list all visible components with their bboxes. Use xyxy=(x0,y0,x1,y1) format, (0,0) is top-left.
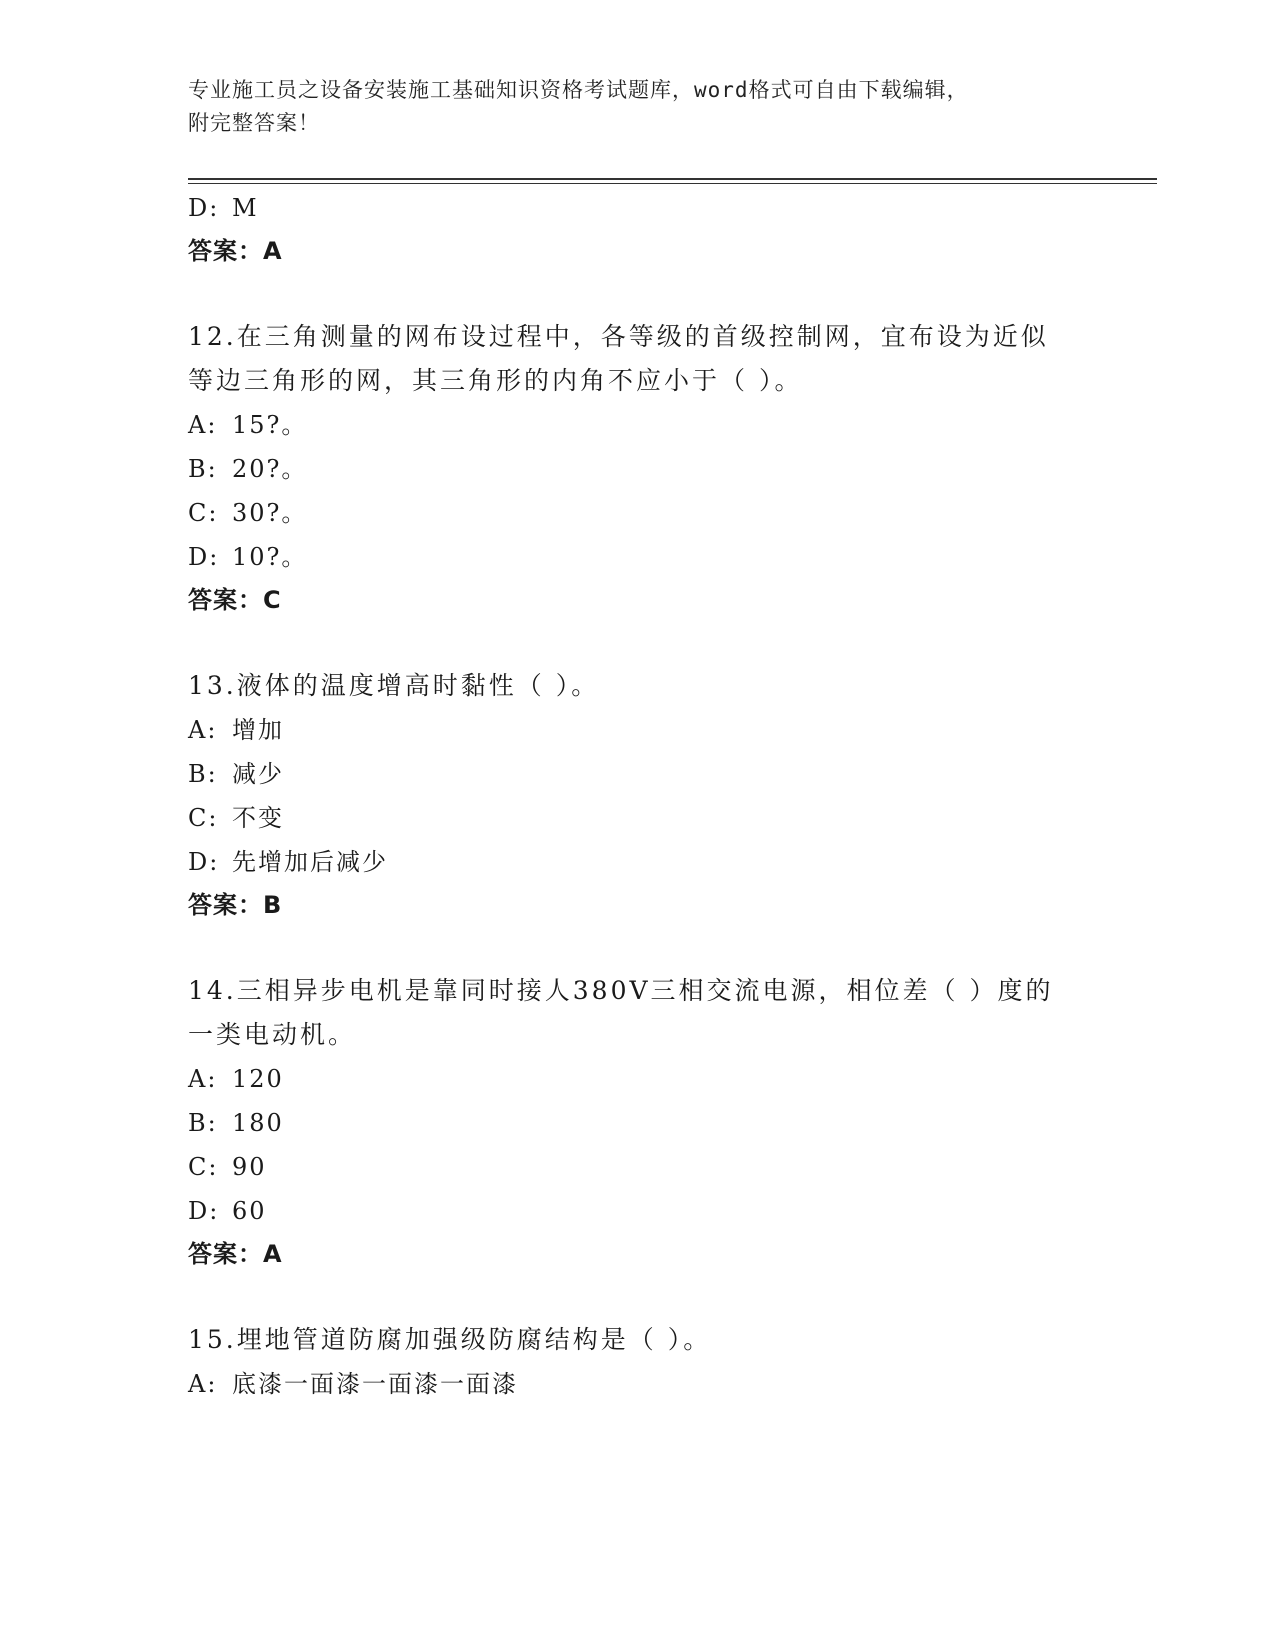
option-line xyxy=(188,759,284,789)
question-stem-line: 等边三角形的网，其三角形的内角不应小于（ ）。 xyxy=(188,366,803,395)
option-label: D: xyxy=(188,1197,220,1225)
header-divider-thin xyxy=(188,183,1157,184)
option-line xyxy=(188,1369,518,1399)
header-divider xyxy=(188,178,1157,180)
option-text: 10?。 xyxy=(232,543,308,571)
answer-line: 答案：B xyxy=(188,891,283,919)
option-text: 180 xyxy=(232,1109,284,1137)
option-label: D: xyxy=(188,543,220,571)
option-line xyxy=(188,715,284,745)
answer-line: 答案：C xyxy=(188,586,282,614)
option-label: A: xyxy=(188,411,218,439)
option-line xyxy=(188,1152,267,1182)
option-label: B: xyxy=(188,1109,218,1137)
option-label: D: xyxy=(188,194,220,222)
question-stem-line: 15.埋地管道防腐加强级防腐结构是（ ）。 xyxy=(188,1325,712,1354)
option-label: A: xyxy=(188,1370,218,1398)
option-label: C: xyxy=(188,1153,219,1181)
option-line xyxy=(188,410,307,440)
option-line xyxy=(188,847,388,877)
option-line xyxy=(188,1108,284,1138)
option-text: 增加 xyxy=(232,716,284,744)
option-line xyxy=(188,542,307,572)
header-line-1: 专业施工员之设备安装施工基础知识资格考试题库，word格式可自由下载编辑， xyxy=(188,78,969,102)
question-stem-line: 一类电动机。 xyxy=(188,1020,357,1049)
option-label: C: xyxy=(188,499,219,527)
option-text: 15?。 xyxy=(232,411,308,439)
header-line-2: 附完整答案！ xyxy=(188,111,320,135)
option-text: 先增加后减少 xyxy=(232,848,388,876)
option-line xyxy=(188,1064,284,1094)
option-label: A: xyxy=(188,716,218,744)
option-line xyxy=(188,193,259,223)
question-stem-line: 13.液体的温度增高时黏性（ ）。 xyxy=(188,671,600,700)
option-text: 底漆一面漆一面漆一面漆 xyxy=(232,1370,518,1398)
option-label: A: xyxy=(188,1065,218,1093)
option-label: D: xyxy=(188,848,220,876)
option-label: B: xyxy=(188,760,218,788)
option-text: 不变 xyxy=(232,804,284,832)
option-line xyxy=(188,454,307,484)
option-text: 90 xyxy=(232,1153,267,1181)
option-label: B: xyxy=(188,455,218,483)
answer-line: 答案：A xyxy=(188,237,283,265)
option-text: M xyxy=(232,194,259,222)
option-text: 30?。 xyxy=(232,499,308,527)
answer-line: 答案：A xyxy=(188,1240,283,1268)
option-line xyxy=(188,1196,267,1226)
page-header xyxy=(188,74,1088,140)
option-text: 20?。 xyxy=(232,455,308,483)
option-text: 减少 xyxy=(232,760,284,788)
option-label: C: xyxy=(188,804,219,832)
option-text: 120 xyxy=(232,1065,284,1093)
option-line xyxy=(188,803,284,833)
question-stem-line: 12.在三角测量的网布设过程中，各等级的首级控制网，宜布设为近似 xyxy=(188,322,1049,351)
question-stem-line: 14.三相异步电机是靠同时接人380V三相交流电源，相位差（ ）度的 xyxy=(188,976,1054,1005)
option-line xyxy=(188,498,307,528)
option-text: 60 xyxy=(232,1197,267,1225)
